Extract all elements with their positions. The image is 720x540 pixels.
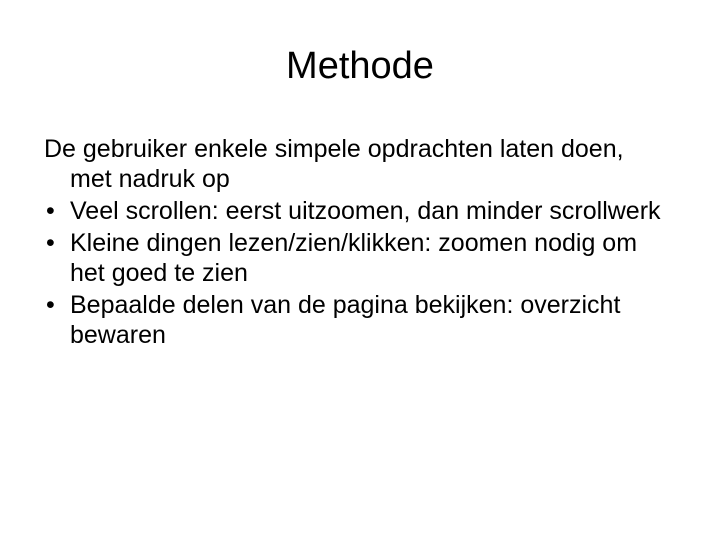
bullet-dot-icon: • <box>46 291 55 319</box>
bullet-item-scrollen <box>44 196 664 226</box>
intro-text: De gebruiker enkele simpele opdrachten laten doen, met nadruk op <box>44 135 624 193</box>
bullet-text: Veel scrollen: eerst uitzoomen, dan minder scrollwerk <box>70 197 661 225</box>
slide-title: Methode <box>286 45 434 87</box>
slide-body <box>44 134 664 352</box>
bullet-item-zoomen <box>44 228 664 288</box>
bullet-dot-icon: • <box>46 197 55 225</box>
bullet-text: Kleine dingen lezen/zien/klikken: zoomen nodig om het goed te zien <box>70 229 638 287</box>
bullet-dot-icon: • <box>46 229 55 257</box>
bullet-item-overzicht <box>44 290 664 350</box>
bullet-list <box>44 196 664 350</box>
bullet-text: Bepaalde delen van de pagina bekijken: overzicht bewaren <box>70 291 621 349</box>
